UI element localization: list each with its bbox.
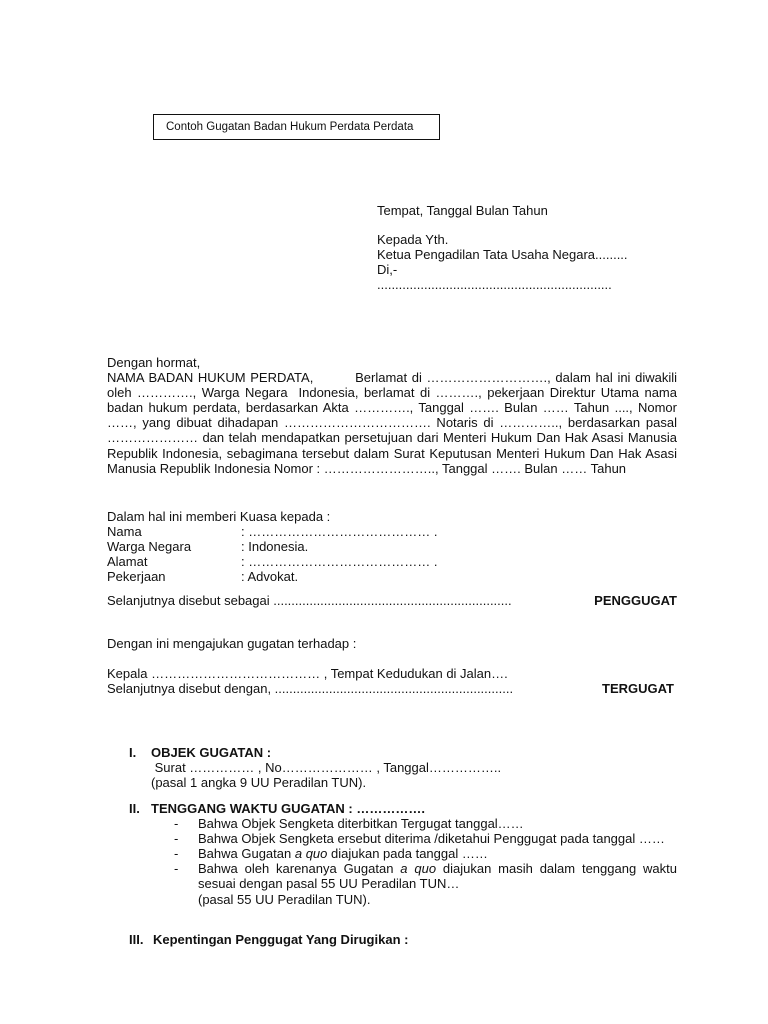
objek-reference: (pasal 1 angka 9 UU Peradilan TUN). bbox=[151, 775, 367, 791]
bullet-dash: - bbox=[174, 816, 179, 832]
kuasa-row-nama bbox=[107, 524, 677, 539]
opening-block bbox=[107, 355, 681, 476]
bullet-text-pre: Bahwa oleh karenanya Gugatan bbox=[198, 861, 401, 877]
list-item bbox=[174, 861, 677, 891]
section-tenggang-waktu bbox=[129, 801, 677, 907]
kuasa-value: : …………………………………… . bbox=[241, 554, 438, 570]
bullet-dash: - bbox=[174, 846, 179, 862]
bullet-text-emphasis: a quo bbox=[400, 861, 437, 877]
kuasa-row-alamat bbox=[107, 554, 677, 569]
bullet-text bbox=[198, 846, 677, 861]
greeting: Dengan hormat, bbox=[107, 355, 201, 370]
tergugat-text: Selanjutnya disebut dengan, .................................................................. bbox=[107, 681, 514, 697]
penggugat-line bbox=[107, 593, 677, 608]
penggugat-text: Selanjutnya disebut sebagai .................................................................. bbox=[107, 593, 512, 608]
bullet-text: Bahwa Objek Sengketa ersebut diterima /diketahui Penggugat pada tanggal …… bbox=[198, 831, 665, 847]
section-heading bbox=[129, 745, 677, 760]
objek-line: Surat …………… , No………………… , Tanggal…………….. bbox=[151, 760, 502, 776]
bullet-text-emphasis: a quo bbox=[294, 846, 328, 862]
place-date: Tempat, Tanggal Bulan Tahun bbox=[377, 203, 548, 218]
bullet-dash: - bbox=[174, 861, 179, 877]
kuasa-value: : …………………………………… . bbox=[241, 524, 438, 540]
kuasa-value: : Advokat. bbox=[241, 569, 299, 585]
list-item bbox=[174, 831, 677, 846]
list-item bbox=[174, 846, 677, 861]
kuasa-label: Warga Negara bbox=[107, 539, 192, 555]
bullet-text-post: diajukan masih dalam tenggang waktu sesuai dengan pasal 55 UU Peradilan TUN… bbox=[198, 861, 677, 892]
bullet-text-post: diajukan pada tanggal …… bbox=[327, 846, 488, 862]
recipient-line: Ketua Pengadilan Tata Usaha Negara......... bbox=[377, 247, 628, 262]
tergugat-line2 bbox=[107, 681, 677, 696]
list-item bbox=[174, 816, 677, 831]
bullet-text-pre: Bahwa Gugatan bbox=[198, 846, 295, 862]
section-objek-gugatan bbox=[129, 745, 677, 790]
section-title: TENGGANG WAKTU GUGATAN : ……………. bbox=[151, 801, 425, 816]
opening-paragraph: NAMA BADAN HUKUM PERDATA, Berlamat di ………………………., dalam hal ini diwakili oleh …………., Warga Negara Indonesia, berlamat di ………., pekerjaan Direktur Utama nama badan hukum perdata, berdasarkan Akta …………., Tanggal ……. Bulan …… Tahun ...., Nomor ……, yang dibuat dihadapan ……………………………. Notaris di ………….., berdasarkan pasal ………………… dan telah mendapatkan persetujuan dari Menteri Hukum Dan Hak Asasi Manusia Republik Indonesia, sebagimana tersebut dalam Surat Keputusan Menteri Hukum Dan Hak Asasi Manusia Republik Indonesia Nomor : …………………….., Tanggal ……. Bulan …… Tahun bbox=[107, 370, 681, 476]
section-title: OBJEK GUGATAN : bbox=[151, 745, 272, 760]
section-title: Kepentingan Penggugat Yang Dirugikan : bbox=[153, 932, 409, 947]
kuasa-label: Nama bbox=[107, 524, 142, 540]
tergugat-block bbox=[107, 666, 677, 696]
kuasa-row-warga-negara bbox=[107, 539, 677, 554]
section-heading bbox=[129, 801, 677, 816]
kuasa-intro: Dalam hal ini memberi Kuasa kepada : bbox=[107, 509, 331, 524]
section-number: II. bbox=[129, 801, 140, 816]
address-dots: ................................................................. bbox=[377, 277, 612, 292]
bullet-dash: - bbox=[174, 831, 179, 847]
section-number: I. bbox=[129, 745, 137, 760]
kuasa-block bbox=[107, 509, 677, 584]
section-kepentingan bbox=[129, 932, 677, 947]
tergugat-role: TERGUGAT bbox=[602, 681, 674, 697]
tenggang-footnote: (pasal 55 UU Peradilan TUN). bbox=[198, 891, 371, 907]
tergugat-line1: Kepala ………………………………… , Tempat Kedudukan di Jalan…. bbox=[107, 666, 508, 681]
tenggang-bullets bbox=[174, 816, 677, 907]
address-block bbox=[377, 203, 628, 292]
location-line: Di,- bbox=[377, 262, 398, 277]
kuasa-label: Pekerjaan bbox=[107, 569, 166, 585]
addressee-line: Kepada Yth. bbox=[377, 232, 449, 247]
gugatan-intro: Dengan ini mengajukan gugatan terhadap : bbox=[107, 636, 357, 651]
kuasa-label: Alamat bbox=[107, 554, 148, 570]
document-title-box: Contoh Gugatan Badan Hukum Perdata Perdata bbox=[153, 114, 440, 140]
penggugat-role: PENGGUGAT bbox=[594, 593, 677, 608]
kuasa-row-pekerjaan bbox=[107, 569, 677, 584]
bullet-text bbox=[198, 861, 677, 891]
section-number: III. bbox=[129, 932, 144, 947]
kuasa-value: : Indonesia. bbox=[241, 539, 309, 555]
bullet-text: Bahwa Objek Sengketa diterbitkan Tergugat tanggal…… bbox=[198, 816, 524, 832]
section-heading bbox=[129, 932, 677, 947]
